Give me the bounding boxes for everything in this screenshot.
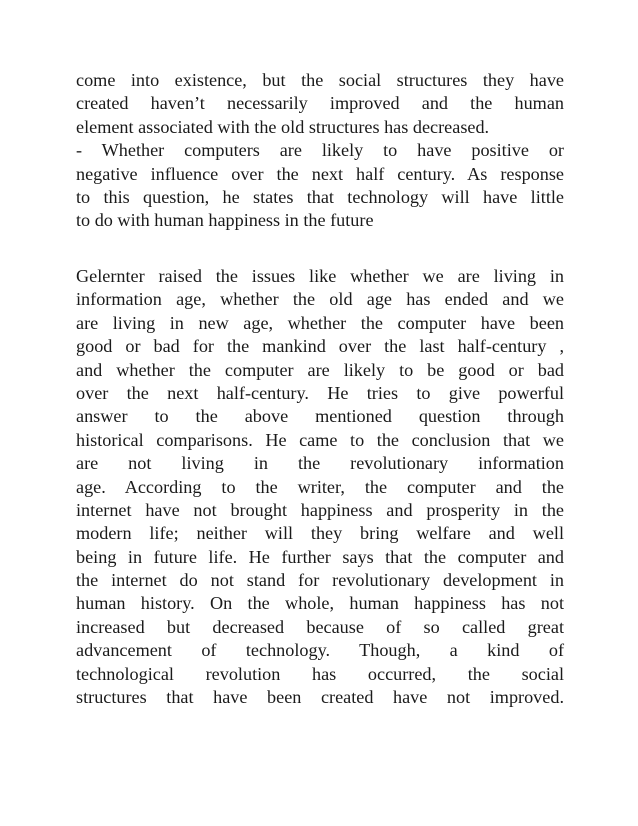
text-line: internet have not brought happiness and prosperity in the	[76, 499, 564, 520]
text-line: the internet do not stand for revolutionary development in	[76, 570, 564, 591]
text-line: to do with human happiness in the future	[76, 210, 374, 231]
text-line: age. According to the writer, the computer and the	[76, 476, 564, 497]
text-line: increased but decreased because of so called great	[76, 616, 564, 637]
text-line: good or bad for the mankind over the last half-century ,	[76, 336, 564, 357]
text-line: are not living in the revolutionary information	[76, 453, 564, 474]
text-line: answer to the above mentioned question through	[76, 406, 564, 427]
text-line: historical comparisons. He came to the conclusion that we	[76, 429, 564, 450]
text-line: technological revolution has occurred, the social	[76, 663, 564, 684]
text-line: advancement of technology. Though, a kind of	[76, 640, 564, 661]
text-line: structures that have been created have not improved.	[76, 687, 564, 708]
text-line: element associated with the old structures has decreased.	[76, 116, 490, 137]
text-line: to this question, he states that technology will have little	[76, 186, 564, 207]
text-line: Gelernter raised the issues like whether we are living in	[76, 266, 564, 286]
text-line: created haven’t necessarily improved and the human	[76, 93, 564, 114]
text-line: modern life; neither will they bring welfare and well	[76, 523, 564, 544]
text-line: negative influence over the next half century. As response	[76, 163, 564, 184]
paragraph-continuation	[76, 69, 564, 233]
text-line: information age, whether the old age has ended and we	[76, 289, 564, 310]
paragraph-gelernter	[76, 265, 564, 709]
text-line: over the next half-century. He tries to give powerful	[76, 382, 564, 403]
text-line: human history. On the whole, human happiness has not	[76, 593, 564, 614]
text-line: are living in new age, whether the computer have been	[76, 312, 564, 333]
text-line: come into existence, but the social structures they have	[76, 70, 564, 90]
text-line: being in future life. He further says that the computer and	[76, 546, 564, 567]
text-line: and whether the computer are likely to be good or bad	[76, 359, 564, 380]
text-line: - Whether computers are likely to have positive or	[76, 140, 564, 161]
